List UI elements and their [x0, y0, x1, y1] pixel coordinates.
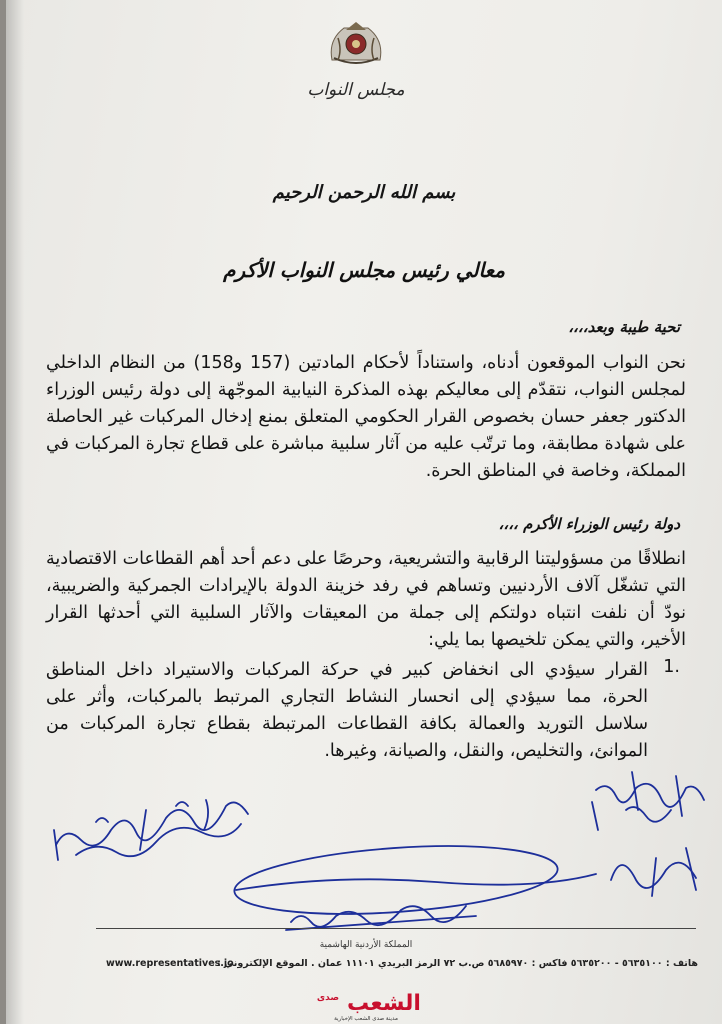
- watermark-text: الشعب: [347, 991, 421, 1016]
- letter-page: [6, 0, 722, 1024]
- watermark-logo-icon: [306, 986, 426, 1022]
- list-item: القرار سيؤدي الى انخفاض كبير في حركة المركبات والاستيراد داخل المناطق الحرة، مما سيؤدي إلى انحسار النشاط التجاري المرتبط بالمركبات، وأثر على سلاسل التوريد والعمالة بكافة القطاعات المرتبطة بقطاع تجارة المركبات من الموانئ، والتخليص، والنقل، والصيانة، وغيرها.: [46, 660, 648, 761]
- footer-org-name: المملكة الأردنية الهاشمية: [319, 940, 413, 950]
- list-item-number: 1.: [663, 657, 680, 677]
- page-shadow: [6, 0, 24, 1024]
- basmala-heading: بسم الله الرحمن الرحيم: [272, 182, 456, 203]
- footer-divider: [96, 928, 696, 929]
- watermark-subtext: صدى: [316, 993, 340, 1003]
- body-paragraph-1: نحن النواب الموقعون أدناه، واستناداً لأحكام المادتين (157 و158) من النظام الداخلي لمجلس النواب، نتقدّم إلى معاليكم بهذه المذكرة النيابية الموجّهة إلى دولة رئيس الوزراء الدكتور جعفر حسان بخصوص القرار الحكومي المتعلق بمنع إدخال المركبات غير الحاصلة على شهادة مطابقة، وما ترتّب عليه من آثار سلبية مباشرة على قطاع تجارة المركبات في المملكة، وخاصة في المناطق الحرة.: [46, 353, 686, 481]
- addressee-heading: معالي رئيس مجلس النواب الأكرم: [223, 258, 505, 282]
- footer-website-link[interactable]: www.representatives.jo: [106, 958, 234, 969]
- letterhead-org-name: مجلس النواب: [307, 80, 405, 100]
- greeting-line: تحية طيبة وبعد،،،،: [568, 318, 680, 336]
- signature-3: [592, 772, 704, 896]
- footer-contact-info: هاتف : ٥٦٣٥١٠٠ - ٥٦٣٥٢٠٠ فاكس : ٥٦٨٥٩٧٠ ص.ب ٧٢ الرمز البريدي ١١١٠١ عمان . الموقع الإلكتروني :: [217, 958, 698, 969]
- signature-2: [232, 837, 596, 930]
- signature-1: [54, 800, 248, 860]
- salutation-line: دولة رئيس الوزراء الأكرم ،،،،: [498, 515, 680, 533]
- watermark-caption: مدينة صدى الشعب الإخبارية: [334, 1016, 398, 1022]
- crest-emblem-icon: [324, 20, 388, 68]
- body-paragraph-2: انطلاقًا من مسؤوليتنا الرقابية والتشريعية، وحرصًا على دعم أحد أهم القطاعات الاقتصادية التي تشغّل آلاف الأردنيين وتساهم في رفد خزينة الدولة بالإيرادات الجمركية والضريبية، نودّ أن نلفت انتباه دولتكم إلى جملة من المعيقات والآثار السلبية التي أحدثها القرار الأخير، والتي يمكن تلخيصها بما يلي:: [46, 549, 686, 650]
- signatures-block: [36, 770, 716, 940]
